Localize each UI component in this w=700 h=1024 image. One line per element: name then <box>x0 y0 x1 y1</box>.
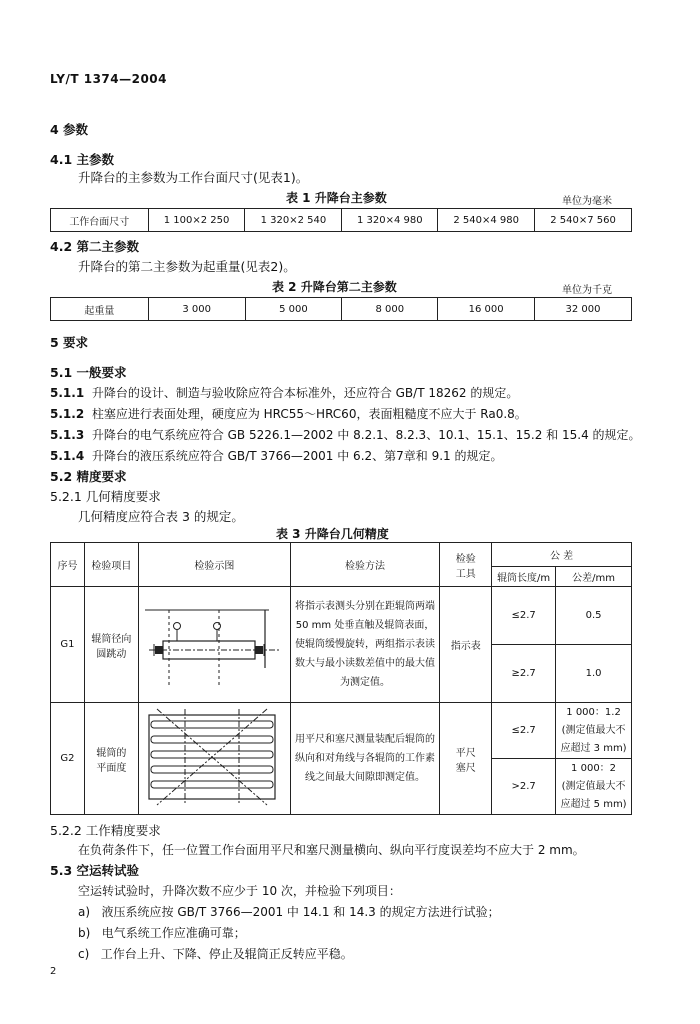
tol-line: (测定值最大不 <box>561 780 626 792</box>
g1-roller-diagram <box>139 593 289 693</box>
table-3-g2-no: G2 <box>51 703 85 815</box>
table-3-title: 表 3 升降台几何精度 <box>276 527 389 541</box>
table-3-g2-tol-2 <box>556 759 632 815</box>
list-mark: b) <box>78 926 91 940</box>
tool-header-line: 检验 <box>455 553 476 565</box>
table-3-g1-item <box>84 587 138 703</box>
clause-text: 升降台的设计、制造与验收除应符合本标准外，还应符合 GB/T 18262 的规定。 <box>91 386 519 400</box>
table-2-cell: 32 000 <box>535 298 632 321</box>
tool-header-line: 工具 <box>455 568 476 580</box>
table-3-header-method: 检验方法 <box>290 543 439 587</box>
table-1 <box>50 208 632 232</box>
list-text: 电气系统工作应准确可靠； <box>101 926 246 940</box>
roller-bar <box>151 781 273 788</box>
clause-number: 5.1.2 <box>50 407 85 421</box>
table-2-cell: 16 000 <box>438 298 535 321</box>
list-text: 液压系统应按 GB/T 3766—2001 中 14.1 和 14.3 的规定方法进行试验； <box>101 905 500 919</box>
clause-5-1-3 <box>50 426 641 443</box>
section-5-2-1-heading: 5.2.1 几何精度要求 <box>50 489 161 504</box>
section-4-heading: 4 参数 <box>50 122 89 137</box>
table-2-cell: 5 000 <box>245 298 342 321</box>
clause-5-1-2 <box>50 405 527 422</box>
section-5-3-heading: 5.3 空运转试验 <box>50 863 139 878</box>
clause-number: 5.1.1 <box>50 386 85 400</box>
table-3-g1-tol-1: 0.5 <box>556 587 632 645</box>
table-1-cell: 1 320×2 540 <box>245 209 342 232</box>
table-3-g2-tool <box>440 703 492 815</box>
item-line: 圆跳动 <box>96 648 127 660</box>
item-line: 平面度 <box>96 762 127 774</box>
g2-flatness-diagram <box>139 705 289 809</box>
section-4-2-heading: 4.2 第二主参数 <box>50 239 139 254</box>
section-5-2-heading: 5.2 精度要求 <box>50 469 127 484</box>
item-line: 辊筒径向 <box>91 633 132 645</box>
table-3-g2-method: 用平尺和塞尺测量装配后辊筒的纵向和对角线与各辊筒的工作素线之间最大间隙即测定值。 <box>290 703 439 815</box>
table-3-g2-diagram <box>138 703 290 815</box>
table-3-g2-len-2: >2.7 <box>492 759 556 815</box>
table-2-cell: 8 000 <box>342 298 438 321</box>
table-3-g2-tol-1 <box>556 703 632 759</box>
section-5-2-1-text: 几何精度应符合表 3 的规定。 <box>78 509 244 524</box>
table-2-cell: 起重量 <box>51 298 149 321</box>
roller-bearing <box>155 646 163 654</box>
section-5-2-2-heading: 5.2.2 工作精度要求 <box>50 823 161 838</box>
table-1-unit: 单位为毫米 <box>562 196 612 207</box>
clause-5-1-4 <box>50 447 503 464</box>
table-3-header-length: 辊筒长度/m <box>492 567 556 587</box>
table-2-title: 表 2 升降台第二主参数 <box>272 280 397 294</box>
table-3-g2-item <box>84 703 138 815</box>
tol-line: (测定值最大不 <box>561 724 626 736</box>
table-3-g1-tool: 指示表 <box>440 587 492 703</box>
section-4-1-text: 升降台的主参数为工作台面尺寸(见表1)。 <box>78 170 309 185</box>
table-3-header-tool <box>440 543 492 587</box>
table-3-g1-tol-2: 1.0 <box>556 645 632 703</box>
tol-line: 应超过 5 mm) <box>560 798 627 810</box>
clause-text: 升降台的液压系统应符合 GB/T 3766—2001 中 6.2、第7章和 9.1 的规定。 <box>91 449 503 463</box>
table-1-cell: 2 540×4 980 <box>438 209 535 232</box>
table-3 <box>50 542 632 815</box>
table-3-g1-no: G1 <box>51 587 85 703</box>
dial-indicator-icon <box>174 623 181 630</box>
table-3-g1-diagram <box>138 587 290 703</box>
table-3-header-item: 检验项目 <box>84 543 138 587</box>
section-4-1-heading: 4.1 主参数 <box>50 152 114 167</box>
clause-text: 升降台的电气系统应符合 GB 5226.1—2002 中 8.2.1、8.2.3、10.1、15.1、15.2 和 15.4 的规定。 <box>91 428 641 442</box>
table-1-cell: 1 320×4 980 <box>342 209 438 232</box>
tol-line: 1 000：1.2 <box>566 706 621 718</box>
table-3-g1-len-2: ≥2.7 <box>492 645 556 703</box>
table-3-header-no: 序号 <box>51 543 85 587</box>
section-5-1-heading: 5.1 一般要求 <box>50 365 127 380</box>
table-1-cell: 2 540×7 560 <box>535 209 632 232</box>
list-item-c <box>78 945 353 962</box>
section-5-2-2-text: 在负荷条件下，任一位置工作台面用平尺和塞尺测量横向、纵向平行度误差均不应大于 2 mm。 <box>78 843 585 857</box>
table-1-title: 表 1 升降台主参数 <box>286 191 387 205</box>
page-number: 2 <box>50 966 57 977</box>
tool-line: 平尺 <box>455 747 476 759</box>
list-item-a <box>78 903 500 920</box>
table-3-header-tolmm: 公差/mm <box>556 567 632 587</box>
tol-line: 应超过 3 mm) <box>560 742 627 754</box>
table-3-header-diagram: 检验示图 <box>138 543 290 587</box>
list-mark: a) <box>78 905 91 919</box>
table-3-g1-method: 将指示表测头分别在距辊筒两端 50 mm 处垂直触及辊筒表面，使辊筒缓慢旋转，两组指示表读数大与最小读数差值中的最大值为测定值。 <box>290 587 439 703</box>
table-3-g1-len-1: ≤2.7 <box>492 587 556 645</box>
standard-code: LY/T 1374—2004 <box>50 72 168 86</box>
table-2-unit: 单位为千克 <box>562 285 612 296</box>
roller-bearing <box>255 646 263 654</box>
table-1-cell: 1 100×2 250 <box>148 209 245 232</box>
section-5-3-text: 空运转试验时，升降次数不应少于 10 次，并检验下列项目： <box>78 884 401 898</box>
tol-line: 1 000：2 <box>571 762 617 774</box>
clause-text: 柱塞应进行表面处理，硬度应为 HRC55～HRC60，表面粗糙度不应大于 Ra0.8。 <box>91 407 527 421</box>
dial-indicator-icon <box>214 623 221 630</box>
table-3-header-tolerance: 公 差 <box>492 543 632 567</box>
list-text: 工作台上升、下降、停止及辊筒正反转应平稳。 <box>100 947 353 961</box>
section-5-heading: 5 要求 <box>50 335 89 350</box>
roller-bar <box>151 736 273 743</box>
clause-number: 5.1.3 <box>50 428 85 442</box>
section-4-2-text: 升降台的第二主参数为起重量(见表2)。 <box>78 259 296 274</box>
table-2-cell: 3 000 <box>148 298 245 321</box>
table-2 <box>50 297 632 321</box>
list-item-b <box>78 924 246 941</box>
table-3-g2-len-1: ≤2.7 <box>492 703 556 759</box>
tool-line: 塞尺 <box>455 762 476 774</box>
list-mark: c) <box>78 947 90 961</box>
clause-number: 5.1.4 <box>50 449 85 463</box>
clause-5-1-1 <box>50 384 518 401</box>
table-1-cell: 工作台面尺寸 <box>51 209 149 232</box>
roller-bar <box>151 721 273 728</box>
roller-bar <box>151 766 273 773</box>
item-line: 辊筒的 <box>96 747 127 759</box>
